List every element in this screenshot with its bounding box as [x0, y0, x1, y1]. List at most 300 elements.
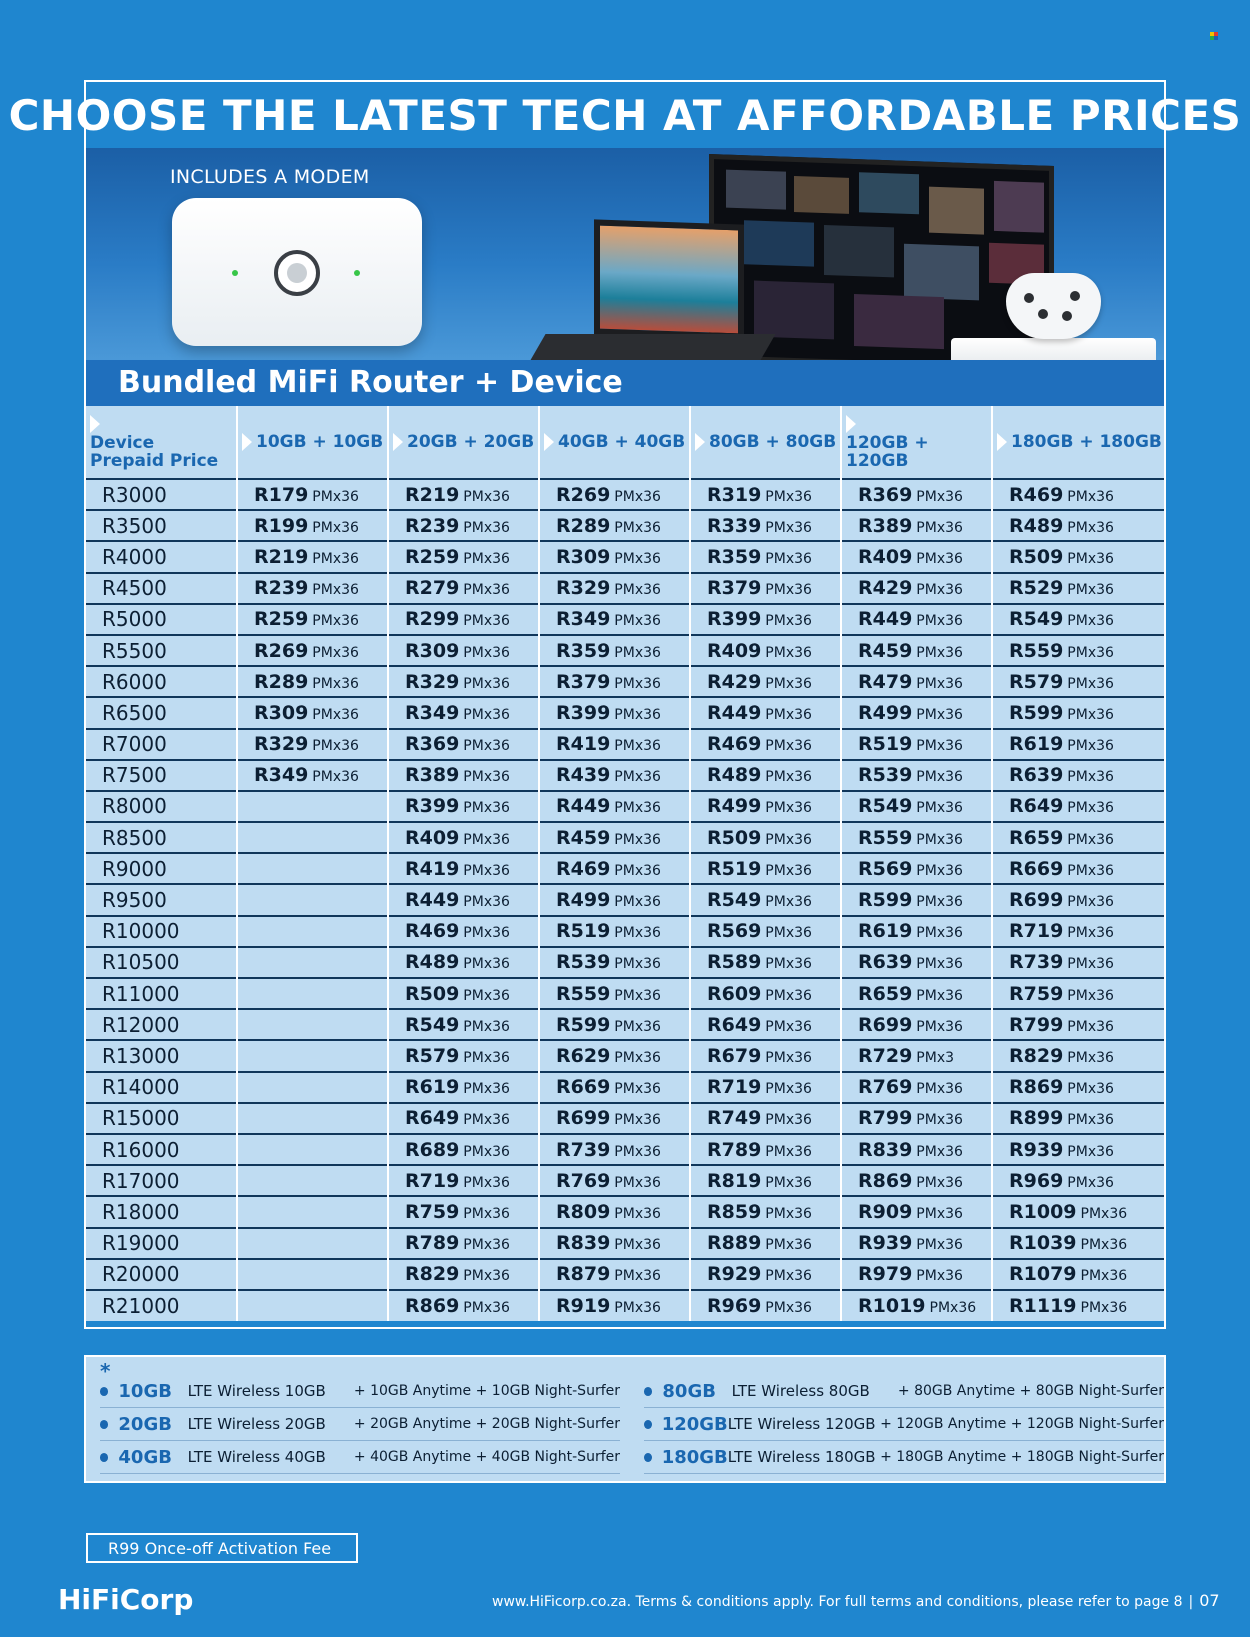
payment-term: PMx36 [765, 1174, 812, 1191]
payment-term: PMx36 [765, 644, 812, 661]
monthly-price-cell [992, 729, 1164, 760]
monthly-price-cell [841, 853, 992, 884]
table-row [86, 1009, 1164, 1040]
device-price: R6000 [102, 669, 167, 694]
monthly-price-cell [539, 697, 690, 728]
monthly-price-cell [841, 1290, 992, 1321]
monthly-price-cell [841, 1009, 992, 1040]
payment-term: PMx36 [1067, 800, 1114, 817]
monthly-price: R399 [405, 795, 460, 818]
device-price: R14000 [102, 1075, 180, 1100]
activation-fee: R99 Once-off Activation Fee [86, 1533, 358, 1563]
monthly-price-cell [841, 884, 992, 915]
payment-term: PMx36 [1067, 987, 1114, 1004]
monthly-price-cell [237, 635, 388, 666]
monthly-price: R399 [556, 701, 611, 724]
payment-term: PMx36 [1080, 1205, 1128, 1222]
payment-term: PMx36 [463, 862, 510, 879]
monthly-price: R559 [1009, 639, 1064, 662]
triangle-icon [997, 433, 1007, 451]
payment-term: PMx36 [1067, 582, 1114, 599]
payment-term: PMx36 [1067, 1049, 1114, 1066]
monthly-price: R729 [858, 1044, 913, 1067]
monthly-price-cell [388, 1165, 539, 1196]
device-price-cell [86, 1072, 237, 1103]
device-price-cell [86, 635, 237, 666]
monthly-price-cell [388, 1196, 539, 1227]
payment-term: PMx36 [614, 1049, 661, 1066]
monthly-price: R579 [1009, 670, 1064, 693]
monthly-price-cell [690, 573, 841, 604]
payment-term: PMx36 [463, 1081, 510, 1098]
payment-term: PMx36 [765, 862, 812, 879]
table-row [86, 635, 1164, 666]
table-row [86, 1072, 1164, 1103]
monthly-price-cell [992, 1103, 1164, 1134]
monthly-price-cell [841, 947, 992, 978]
hificorp-logo: HiFiCorp [58, 1583, 194, 1616]
legend-plan: LTE Wireless 40GB [187, 1448, 326, 1466]
legend-column-left [100, 1375, 620, 1474]
monthly-price-cell [237, 1134, 388, 1165]
legend-asterisk: * [100, 1359, 111, 1383]
monthly-price: R1039 [1009, 1232, 1077, 1255]
price-table-header [86, 406, 1164, 479]
payment-term: PMx36 [1067, 706, 1114, 723]
monthly-price-cell [841, 666, 992, 697]
monthly-price-cell [237, 479, 388, 510]
monthly-price-cell [237, 1290, 388, 1321]
device-price: R16000 [102, 1137, 180, 1162]
payment-term: PMx36 [916, 675, 963, 692]
monthly-price-cell [539, 1259, 690, 1290]
monthly-price: R939 [858, 1232, 913, 1255]
monthly-price-cell [841, 510, 992, 541]
monthly-price: R609 [707, 982, 762, 1005]
device-price: R10500 [102, 950, 180, 975]
monthly-price-cell [539, 1228, 690, 1259]
monthly-price-cell [539, 978, 690, 1009]
monthly-price-cell [539, 1165, 690, 1196]
payment-term: PMx36 [929, 1299, 977, 1316]
payment-term: PMx36 [1067, 1112, 1114, 1129]
monthly-price: R289 [556, 514, 611, 537]
monthly-price-cell [690, 884, 841, 915]
monthly-price-cell [388, 1040, 539, 1071]
monthly-price-cell [539, 1040, 690, 1071]
payment-term: PMx36 [916, 550, 963, 567]
modem-led [232, 270, 238, 276]
payment-term: PMx36 [463, 1268, 510, 1285]
monthly-price: R399 [707, 608, 762, 631]
monthly-price-cell [539, 884, 690, 915]
payment-term: PMx36 [1067, 862, 1114, 879]
monthly-price: R599 [858, 889, 913, 912]
footer-separator: | [1188, 1594, 1194, 1610]
monthly-price-cell [237, 1040, 388, 1071]
monthly-price-cell [539, 729, 690, 760]
monthly-price: R349 [405, 701, 460, 724]
monthly-price: R599 [1009, 701, 1064, 724]
table-row [86, 697, 1164, 728]
table-row [86, 541, 1164, 572]
device-price: R5000 [102, 607, 167, 632]
table-row [86, 978, 1164, 1009]
monthly-price: R419 [405, 857, 460, 880]
payment-term: PMx36 [916, 956, 963, 973]
legend-item [644, 1375, 1164, 1408]
device-price-cell [86, 1040, 237, 1071]
monthly-price-cell [539, 479, 690, 510]
monthly-price-cell [237, 510, 388, 541]
device-price-cell [86, 978, 237, 1009]
monthly-price-cell [690, 1009, 841, 1040]
monthly-price: R269 [556, 483, 611, 506]
bullet-icon [644, 1453, 652, 1462]
monthly-price-cell [841, 822, 992, 853]
monthly-price: R689 [405, 1138, 460, 1161]
payment-term: PMx36 [614, 987, 661, 1004]
monthly-price-cell [690, 479, 841, 510]
monthly-price-cell [992, 635, 1164, 666]
table-row [86, 729, 1164, 760]
monthly-price-cell [237, 1259, 388, 1290]
monthly-price-cell [690, 510, 841, 541]
monthly-price-cell [690, 760, 841, 791]
payment-term: PMx36 [916, 488, 963, 505]
monthly-price: R239 [254, 577, 309, 600]
monthly-price: R429 [858, 577, 913, 600]
monthly-price: R639 [858, 951, 913, 974]
payment-term: PMx36 [765, 894, 812, 911]
monthly-price: R509 [707, 826, 762, 849]
payment-term: PMx36 [614, 800, 661, 817]
monthly-price-cell [388, 604, 539, 635]
monthly-price-cell [388, 1290, 539, 1321]
payment-term: PMx36 [765, 675, 812, 692]
monthly-price-cell [992, 884, 1164, 915]
payment-term: PMx36 [916, 1081, 963, 1098]
monthly-price-cell [388, 1103, 539, 1134]
monthly-price: R719 [405, 1169, 460, 1192]
monthly-price-cell [841, 1228, 992, 1259]
monthly-price: R549 [1009, 608, 1064, 631]
monthly-price-cell [539, 1290, 690, 1321]
triangle-icon [846, 415, 856, 433]
monthly-price-cell [992, 510, 1164, 541]
monthly-price-cell [237, 1165, 388, 1196]
payment-term: PMx36 [463, 550, 510, 567]
monthly-price-cell [992, 947, 1164, 978]
monthly-price-cell [237, 1009, 388, 1040]
payment-term: PMx36 [312, 675, 359, 692]
plan-legend [84, 1355, 1166, 1483]
monthly-price: R489 [1009, 514, 1064, 537]
monthly-price: R829 [1009, 1044, 1064, 1067]
monthly-price-cell [237, 791, 388, 822]
monthly-price: R829 [405, 1263, 460, 1286]
monthly-price: R259 [405, 545, 460, 568]
payment-term: PMx36 [916, 519, 963, 536]
monthly-price-cell [690, 1259, 841, 1290]
monthly-price-cell [992, 1072, 1164, 1103]
legend-item [644, 1408, 1164, 1441]
modem-logo [274, 250, 320, 296]
footer-terms: www.HiFicorp.co.za. Terms & conditions apply. For full terms and conditions, please refer to page 8 [492, 1594, 1183, 1610]
monthly-price: R839 [858, 1138, 913, 1161]
payment-term: PMx36 [916, 831, 963, 848]
device-price: R17000 [102, 1168, 180, 1193]
legend-item [100, 1408, 620, 1441]
monthly-price: R909 [858, 1200, 913, 1223]
device-price-cell [86, 510, 237, 541]
monthly-price: R639 [1009, 764, 1064, 787]
table-row [86, 884, 1164, 915]
bullet-icon [100, 1420, 108, 1429]
monthly-price-cell [992, 541, 1164, 572]
monthly-price-cell [992, 666, 1164, 697]
monthly-price: R899 [1009, 1107, 1064, 1130]
device-price-cell [86, 604, 237, 635]
monthly-price-cell [539, 666, 690, 697]
legend-gb: 40GB [118, 1446, 172, 1468]
monthly-price-cell [237, 1228, 388, 1259]
modem-led [354, 270, 360, 276]
monthly-price-cell [992, 791, 1164, 822]
payment-term: PMx36 [463, 1299, 510, 1316]
monthly-price-cell [841, 791, 992, 822]
monthly-price-cell [388, 541, 539, 572]
payment-term: PMx36 [916, 769, 963, 786]
monthly-price-cell [388, 729, 539, 760]
monthly-price: R659 [1009, 826, 1064, 849]
header-40gb: 40GB + 40GB [539, 406, 690, 479]
monthly-price-cell [690, 635, 841, 666]
header-120gb: 120GB + 120GB [841, 406, 992, 479]
payment-term: PMx36 [614, 706, 661, 723]
monthly-price: R449 [556, 795, 611, 818]
monthly-price: R969 [707, 1294, 762, 1317]
device-price-cell [86, 1196, 237, 1227]
monthly-price: R749 [707, 1107, 762, 1130]
payment-term: PMx36 [614, 894, 661, 911]
monthly-price-cell [388, 791, 539, 822]
device-price-cell [86, 573, 237, 604]
device-price-cell [86, 1103, 237, 1134]
monthly-price: R409 [707, 639, 762, 662]
monthly-price-cell [539, 947, 690, 978]
payment-term: PMx36 [765, 1018, 812, 1035]
monthly-price-cell [237, 697, 388, 728]
monthly-price: R389 [405, 764, 460, 787]
monthly-price: R389 [858, 514, 913, 537]
monthly-price: R519 [858, 733, 913, 756]
monthly-price: R239 [405, 514, 460, 537]
payment-term: PMx36 [614, 550, 661, 567]
payment-term: PMx36 [463, 925, 510, 942]
monthly-price: R419 [556, 733, 611, 756]
header-prepaid-label: Prepaid Price [90, 451, 219, 471]
table-row [86, 1165, 1164, 1196]
monthly-price: R679 [707, 1044, 762, 1067]
legend-plan: LTE Wireless 120GB [727, 1415, 876, 1433]
corner-dots [1210, 32, 1220, 42]
payment-term: PMx36 [312, 519, 359, 536]
monthly-price: R499 [707, 795, 762, 818]
monthly-price-cell [690, 666, 841, 697]
monthly-price-cell [992, 573, 1164, 604]
header-device-price [86, 406, 237, 479]
monthly-price: R629 [556, 1044, 611, 1067]
device-price-cell [86, 1009, 237, 1040]
payment-term: PMx36 [765, 1205, 812, 1222]
offer-panel [8, 80, 1242, 1329]
monthly-price: R339 [707, 514, 762, 537]
monthly-price: R559 [556, 982, 611, 1005]
monthly-price: R549 [707, 889, 762, 912]
device-price-cell [86, 1165, 237, 1196]
device-price-cell [86, 729, 237, 760]
payment-term: PMx36 [916, 862, 963, 879]
payment-term: PMx36 [312, 644, 359, 661]
monthly-price: R519 [556, 920, 611, 943]
payment-term: PMx36 [916, 894, 963, 911]
monthly-price: R379 [556, 670, 611, 693]
monthly-price-cell [841, 1103, 992, 1134]
monthly-price: R509 [405, 982, 460, 1005]
monthly-price: R879 [556, 1263, 611, 1286]
monthly-price: R279 [405, 577, 460, 600]
monthly-price-cell [841, 697, 992, 728]
monthly-price: R349 [254, 764, 309, 787]
monthly-price: R299 [405, 608, 460, 631]
payment-term: PMx36 [1067, 519, 1114, 536]
payment-term: PMx36 [1067, 1174, 1114, 1191]
monthly-price: R939 [1009, 1138, 1064, 1161]
payment-term: PMx36 [916, 706, 963, 723]
payment-term: PMx36 [463, 582, 510, 599]
device-price: R5500 [102, 638, 167, 663]
monthly-price-cell [237, 822, 388, 853]
monthly-price-cell [841, 978, 992, 1009]
monthly-price: R529 [1009, 577, 1064, 600]
legend-gb: 180GB [661, 1446, 728, 1468]
payment-term: PMx36 [1067, 831, 1114, 848]
monthly-price: R699 [1009, 889, 1064, 912]
table-row [86, 666, 1164, 697]
device-price: R4000 [102, 544, 167, 569]
payment-term: PMx36 [614, 738, 661, 755]
monthly-price: R349 [556, 608, 611, 631]
legend-plan: LTE Wireless 20GB [187, 1415, 326, 1433]
device-price-cell [86, 822, 237, 853]
legend-plan: LTE Wireless 10GB [187, 1382, 326, 1400]
payment-term: PMx36 [463, 675, 510, 692]
monthly-price-cell [841, 635, 992, 666]
device-price: R3500 [102, 513, 167, 538]
monthly-price: R979 [858, 1263, 913, 1286]
payment-term: PMx36 [765, 613, 812, 630]
hero-title: Bundled MiFi Router + Device [118, 365, 623, 400]
monthly-price: R929 [707, 1263, 762, 1286]
payment-term: PMx36 [614, 925, 661, 942]
payment-term: PMx36 [916, 738, 963, 755]
monthly-price-cell [992, 1259, 1164, 1290]
monthly-price-cell [992, 1290, 1164, 1321]
monthly-price: R469 [556, 857, 611, 880]
monthly-price-cell [992, 1228, 1164, 1259]
monthly-price-cell [388, 760, 539, 791]
monthly-price: R469 [1009, 483, 1064, 506]
payment-term: PMx36 [1067, 1081, 1114, 1098]
table-row [86, 1134, 1164, 1165]
monthly-price: R839 [556, 1232, 611, 1255]
monthly-price-cell [539, 1134, 690, 1165]
device-price: R7500 [102, 763, 167, 788]
payment-term: PMx36 [463, 1112, 510, 1129]
monthly-price: R369 [405, 733, 460, 756]
payment-term: PMx36 [765, 519, 812, 536]
table-row [86, 1103, 1164, 1134]
payment-term: PMx36 [463, 831, 510, 848]
legend-column-right [644, 1375, 1164, 1474]
legend-extra: + 40GB Anytime + 40GB Night-Surfer [353, 1449, 620, 1465]
monthly-price: R179 [254, 483, 309, 506]
payment-term: PMx36 [916, 1143, 963, 1160]
payment-term: PMx36 [463, 1205, 510, 1222]
device-price-cell [86, 947, 237, 978]
payment-term: PMx36 [463, 1018, 510, 1035]
device-price-cell [86, 479, 237, 510]
monthly-price-cell [841, 604, 992, 635]
monthly-price-cell [841, 1072, 992, 1103]
payment-term: PMx36 [614, 519, 661, 536]
payment-term: PMx36 [463, 488, 510, 505]
monthly-price-cell [388, 573, 539, 604]
payment-term: PMx36 [1067, 769, 1114, 786]
monthly-price-cell [690, 697, 841, 728]
monthly-price: R759 [405, 1200, 460, 1223]
payment-term: PMx36 [916, 1018, 963, 1035]
laptop-image [594, 219, 744, 339]
monthly-price-cell [690, 1040, 841, 1071]
table-row [86, 1040, 1164, 1071]
monthly-price-cell [992, 1009, 1164, 1040]
monthly-price: R499 [556, 889, 611, 912]
device-price: R7000 [102, 732, 167, 757]
monthly-price-cell [690, 978, 841, 1009]
payment-term: PMx36 [614, 1237, 661, 1254]
payment-term: PMx36 [765, 1081, 812, 1098]
payment-term: PMx36 [614, 1143, 661, 1160]
device-price-cell [86, 1134, 237, 1165]
payment-term: PMx36 [1067, 1143, 1114, 1160]
monthly-price-cell [992, 1165, 1164, 1196]
payment-term: PMx36 [916, 925, 963, 942]
monthly-price: R649 [1009, 795, 1064, 818]
monthly-price: R309 [405, 639, 460, 662]
monthly-price: R319 [707, 483, 762, 506]
table-row [86, 1290, 1164, 1321]
device-price: R13000 [102, 1043, 180, 1068]
payment-term: PMx36 [1067, 925, 1114, 942]
payment-term: PMx36 [1067, 644, 1114, 661]
monthly-price: R379 [707, 577, 762, 600]
monthly-price-cell [237, 573, 388, 604]
payment-term: PMx36 [1067, 738, 1114, 755]
monthly-price-cell [841, 1165, 992, 1196]
monthly-price-cell [237, 729, 388, 760]
